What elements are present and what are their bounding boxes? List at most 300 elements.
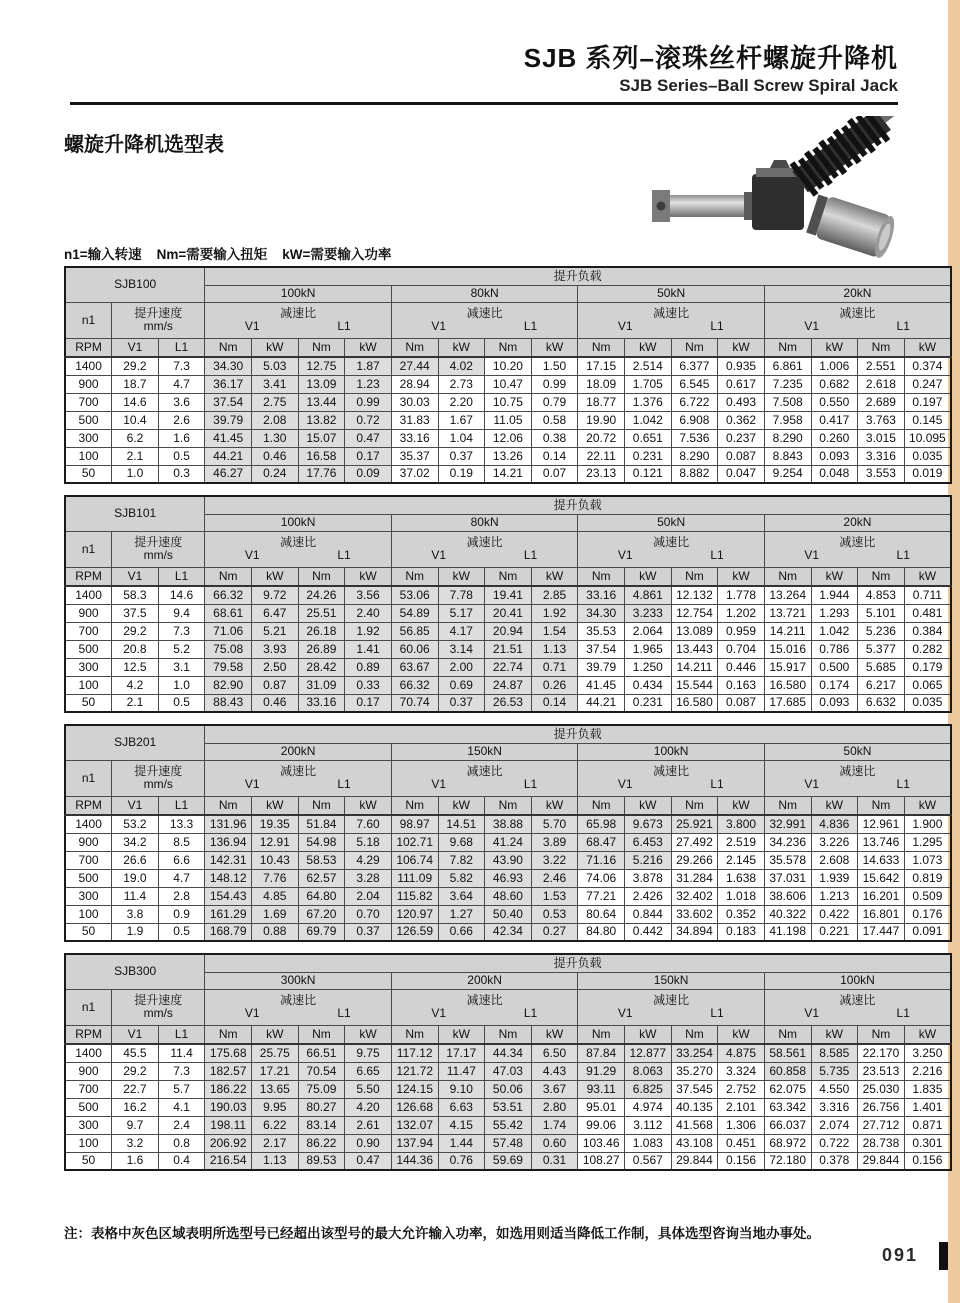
data-cell: 0.871 — [904, 1116, 951, 1134]
ratio-variants — [579, 1007, 763, 1020]
data-cell: 2.46 — [531, 869, 578, 887]
kw-header: kW — [438, 796, 485, 815]
table-row — [65, 1044, 951, 1062]
data-cell: 12.754 — [671, 604, 718, 622]
data-cell: 106.74 — [391, 851, 438, 869]
data-cell: 7.78 — [438, 586, 485, 604]
ratio-variants — [393, 549, 577, 562]
l1-speed-cell: 0.3 — [158, 465, 205, 483]
data-cell: 6.50 — [531, 1044, 578, 1062]
data-cell: 9.95 — [252, 1098, 299, 1116]
nm-header: Nm — [298, 567, 345, 586]
data-cell: 1.202 — [718, 604, 765, 622]
ratio-l1-label: L1 — [523, 548, 538, 562]
data-cell: 9.68 — [438, 833, 485, 851]
data-cell: 86.22 — [298, 1134, 345, 1152]
ratio-header — [205, 760, 392, 796]
data-cell: 0.79 — [531, 393, 578, 411]
data-cell: 1.67 — [438, 411, 485, 429]
ratio-label: 减速比 — [466, 306, 503, 321]
ratio-v1-label: V1 — [617, 777, 633, 791]
data-cell: 35.270 — [671, 1062, 718, 1080]
data-cell: 0.176 — [904, 905, 951, 923]
l1-speed-cell: 14.6 — [158, 586, 205, 604]
v1-speed-cell: 16.2 — [112, 1098, 159, 1116]
data-cell: 25.921 — [671, 815, 718, 833]
data-cell: 7.508 — [764, 393, 811, 411]
data-cell: 142.31 — [205, 851, 252, 869]
v1-speed-cell: 29.2 — [112, 357, 159, 375]
data-cell: 3.64 — [438, 887, 485, 905]
data-cell: 108.27 — [578, 1152, 625, 1170]
data-cell: 2.145 — [718, 851, 765, 869]
data-cell: 58.53 — [298, 851, 345, 869]
table-row — [65, 586, 951, 604]
data-cell: 33.16 — [391, 429, 438, 447]
nm-header: Nm — [485, 796, 532, 815]
data-cell: 117.12 — [391, 1044, 438, 1062]
data-cell: 0.935 — [718, 357, 765, 375]
data-cell: 7.958 — [764, 411, 811, 429]
load-group-header: 50kN — [764, 743, 951, 760]
ratio-variants — [206, 1007, 390, 1020]
data-cell: 65.98 — [578, 815, 625, 833]
data-cell: 7.536 — [671, 429, 718, 447]
data-cell: 2.50 — [252, 658, 299, 676]
data-cell: 99.06 — [578, 1116, 625, 1134]
l1-speed-header: L1 — [158, 1025, 205, 1044]
data-cell: 37.031 — [764, 869, 811, 887]
rpm-cell: 900 — [65, 833, 112, 851]
data-cell: 0.76 — [438, 1152, 485, 1170]
data-cell: 2.73 — [438, 375, 485, 393]
data-cell: 0.047 — [718, 465, 765, 483]
rpm-cell: 700 — [65, 1080, 112, 1098]
data-cell: 1.54 — [531, 622, 578, 640]
data-cell: 6.908 — [671, 411, 718, 429]
ratio-header — [764, 302, 951, 338]
data-cell: 26.756 — [858, 1098, 905, 1116]
data-cell: 0.174 — [811, 676, 858, 694]
data-cell: 18.77 — [578, 393, 625, 411]
data-cell: 34.236 — [764, 833, 811, 851]
l1-speed-header: L1 — [158, 796, 205, 815]
data-cell: 2.551 — [858, 357, 905, 375]
data-cell: 34.894 — [671, 923, 718, 941]
data-cell: 3.250 — [904, 1044, 951, 1062]
data-cell: 15.016 — [764, 640, 811, 658]
rpm-cell: 500 — [65, 411, 112, 429]
l1-speed-cell: 7.3 — [158, 1062, 205, 1080]
kw-header: kW — [718, 338, 765, 357]
spec-table-SJB201 — [64, 724, 952, 942]
data-cell: 0.09 — [345, 465, 392, 483]
data-cell: 13.746 — [858, 833, 905, 851]
data-cell: 1.018 — [718, 887, 765, 905]
data-cell: 48.60 — [485, 887, 532, 905]
data-cell: 46.27 — [205, 465, 252, 483]
data-cell: 0.27 — [531, 923, 578, 941]
rpm-cell: 100 — [65, 676, 112, 694]
ratio-header — [391, 531, 578, 567]
data-cell: 1.965 — [625, 640, 672, 658]
data-cell: 27.44 — [391, 357, 438, 375]
data-cell: 8.843 — [764, 447, 811, 465]
data-cell: 16.58 — [298, 447, 345, 465]
data-cell: 23.13 — [578, 465, 625, 483]
ratio-header — [205, 302, 392, 338]
data-cell: 50.06 — [485, 1080, 532, 1098]
data-cell: 66.51 — [298, 1044, 345, 1062]
ratio-l1-label: L1 — [896, 1006, 910, 1020]
data-cell: 103.46 — [578, 1134, 625, 1152]
table-row — [65, 1134, 951, 1152]
data-cell: 0.231 — [625, 447, 672, 465]
data-cell: 6.825 — [625, 1080, 672, 1098]
data-cell: 0.33 — [345, 676, 392, 694]
data-cell: 6.217 — [858, 676, 905, 694]
rpm-cell: 50 — [65, 694, 112, 712]
data-cell: 17.685 — [764, 694, 811, 712]
data-cell: 4.853 — [858, 586, 905, 604]
data-cell: 0.550 — [811, 393, 858, 411]
data-cell: 24.87 — [485, 676, 532, 694]
ratio-variants — [579, 549, 763, 562]
data-cell: 2.216 — [904, 1062, 951, 1080]
rpm-cell: 100 — [65, 447, 112, 465]
nm-header: Nm — [858, 338, 905, 357]
ratio-header — [205, 531, 392, 567]
data-cell: 5.685 — [858, 658, 905, 676]
data-cell: 87.84 — [578, 1044, 625, 1062]
data-cell: 2.064 — [625, 622, 672, 640]
data-cell: 0.384 — [904, 622, 951, 640]
data-cell: 17.15 — [578, 357, 625, 375]
rpm-cell: 100 — [65, 1134, 112, 1152]
rpm-header: RPM — [65, 567, 112, 586]
data-cell: 22.170 — [858, 1044, 905, 1062]
data-cell: 34.30 — [578, 604, 625, 622]
v1-speed-header: V1 — [112, 796, 159, 815]
rpm-cell: 1400 — [65, 815, 112, 833]
data-cell: 2.61 — [345, 1116, 392, 1134]
data-cell: 44.21 — [578, 694, 625, 712]
v1-speed-cell: 20.8 — [112, 640, 159, 658]
data-cell: 3.878 — [625, 869, 672, 887]
rpm-cell: 700 — [65, 393, 112, 411]
data-cell: 5.236 — [858, 622, 905, 640]
kw-header: kW — [438, 1025, 485, 1044]
table-row — [65, 429, 951, 447]
v1-speed-cell: 45.5 — [112, 1044, 159, 1062]
data-cell: 3.22 — [531, 851, 578, 869]
data-cell: 0.58 — [531, 411, 578, 429]
data-cell: 0.24 — [252, 465, 299, 483]
v1-speed-cell: 2.1 — [112, 694, 159, 712]
data-cell: 28.738 — [858, 1134, 905, 1152]
data-cell: 2.20 — [438, 393, 485, 411]
table-row — [65, 923, 951, 941]
table-model: SJB101 — [65, 496, 205, 531]
data-cell: 6.722 — [671, 393, 718, 411]
rpm-cell: 700 — [65, 622, 112, 640]
nm-header: Nm — [485, 567, 532, 586]
data-cell: 0.37 — [438, 694, 485, 712]
nm-header: Nm — [764, 338, 811, 357]
data-cell: 0.17 — [345, 447, 392, 465]
data-cell: 1.073 — [904, 851, 951, 869]
v1-speed-cell: 9.7 — [112, 1116, 159, 1134]
data-cell: 7.82 — [438, 851, 485, 869]
data-cell: 8.882 — [671, 465, 718, 483]
data-cell: 0.163 — [718, 676, 765, 694]
rpm-cell: 1400 — [65, 586, 112, 604]
ratio-l1-label: L1 — [337, 1006, 351, 1020]
data-cell: 24.26 — [298, 586, 345, 604]
data-cell: 0.451 — [718, 1134, 765, 1152]
l1-speed-cell: 0.5 — [158, 694, 205, 712]
data-cell: 70.54 — [298, 1062, 345, 1080]
lifting-load-header: 提升负载 — [205, 954, 951, 972]
data-cell: 1.92 — [531, 604, 578, 622]
data-cell: 0.38 — [531, 429, 578, 447]
load-group-header: 300kN — [205, 972, 392, 989]
ratio-header — [578, 531, 765, 567]
data-cell: 148.12 — [205, 869, 252, 887]
data-cell: 168.79 — [205, 923, 252, 941]
ratio-header — [578, 302, 765, 338]
table-row — [65, 1152, 951, 1170]
l1-speed-cell: 1.0 — [158, 676, 205, 694]
data-cell: 71.16 — [578, 851, 625, 869]
v1-speed-cell: 6.2 — [112, 429, 159, 447]
data-cell: 29.844 — [858, 1152, 905, 1170]
data-cell: 95.01 — [578, 1098, 625, 1116]
title-rule — [70, 102, 898, 105]
data-cell: 0.99 — [531, 375, 578, 393]
tables — [64, 266, 956, 1182]
data-cell: 15.642 — [858, 869, 905, 887]
data-cell: 17.447 — [858, 923, 905, 941]
data-cell: 0.093 — [811, 447, 858, 465]
data-cell: 0.301 — [904, 1134, 951, 1152]
data-cell: 43.90 — [485, 851, 532, 869]
data-cell: 5.101 — [858, 604, 905, 622]
data-cell: 0.704 — [718, 640, 765, 658]
data-cell: 5.70 — [531, 815, 578, 833]
data-cell: 14.211 — [671, 658, 718, 676]
section-title: 螺旋升降机选型表 — [64, 134, 224, 156]
data-cell: 2.752 — [718, 1080, 765, 1098]
table-row — [65, 658, 951, 676]
data-cell: 0.70 — [345, 905, 392, 923]
ratio-label: 减速比 — [280, 535, 317, 550]
ratio-variants — [579, 778, 763, 791]
data-cell: 0.651 — [625, 429, 672, 447]
l1-speed-cell: 1.6 — [158, 429, 205, 447]
lift-speed-header — [112, 302, 205, 338]
data-cell: 41.568 — [671, 1116, 718, 1134]
v1-speed-cell: 37.5 — [112, 604, 159, 622]
data-cell: 0.722 — [811, 1134, 858, 1152]
data-cell: 1.705 — [625, 375, 672, 393]
ratio-header — [205, 989, 392, 1025]
data-cell: 32.991 — [764, 815, 811, 833]
nm-header: Nm — [858, 567, 905, 586]
data-cell: 22.11 — [578, 447, 625, 465]
v1-speed-cell: 3.8 — [112, 905, 159, 923]
ratio-label: 减速比 — [466, 764, 503, 779]
data-cell: 32.402 — [671, 887, 718, 905]
nm-header: Nm — [205, 1025, 252, 1044]
kw-header: kW — [252, 1025, 299, 1044]
l1-speed-header: L1 — [158, 338, 205, 357]
lift-speed-unit: mm/s — [143, 1006, 173, 1020]
nm-header: Nm — [858, 1025, 905, 1044]
data-cell: 16.580 — [764, 676, 811, 694]
data-cell: 53.06 — [391, 586, 438, 604]
v1-speed-cell: 4.2 — [112, 676, 159, 694]
data-cell: 0.682 — [811, 375, 858, 393]
data-cell: 39.79 — [578, 658, 625, 676]
nm-header: Nm — [485, 338, 532, 357]
kw-header: kW — [345, 796, 392, 815]
nm-header: Nm — [205, 567, 252, 586]
data-cell: 35.37 — [391, 447, 438, 465]
ratio-v1-label: V1 — [617, 1006, 633, 1020]
data-cell: 2.80 — [531, 1098, 578, 1116]
ratio-v1-label: V1 — [617, 548, 633, 562]
data-cell: 68.47 — [578, 833, 625, 851]
data-cell: 3.763 — [858, 411, 905, 429]
v1-speed-cell: 53.2 — [112, 815, 159, 833]
kw-header: kW — [718, 796, 765, 815]
data-cell: 9.673 — [625, 815, 672, 833]
data-cell: 75.09 — [298, 1080, 345, 1098]
data-cell: 19.41 — [485, 586, 532, 604]
ratio-variants — [393, 1007, 577, 1020]
data-cell: 34.30 — [205, 357, 252, 375]
ratio-header — [578, 989, 765, 1025]
data-cell: 0.087 — [718, 447, 765, 465]
data-cell: 0.087 — [718, 694, 765, 712]
ratio-label: 减速比 — [839, 993, 876, 1008]
data-cell: 10.20 — [485, 357, 532, 375]
data-cell: 13.089 — [671, 622, 718, 640]
data-cell: 4.550 — [811, 1080, 858, 1098]
data-cell: 0.145 — [904, 411, 951, 429]
data-cell: 126.59 — [391, 923, 438, 941]
data-cell: 82.90 — [205, 676, 252, 694]
kw-header: kW — [811, 338, 858, 357]
lift-speed-unit: mm/s — [143, 548, 173, 562]
rpm-cell: 900 — [65, 375, 112, 393]
data-cell: 4.29 — [345, 851, 392, 869]
v1-speed-cell: 22.7 — [112, 1080, 159, 1098]
nm-header: Nm — [391, 796, 438, 815]
data-cell: 20.94 — [485, 622, 532, 640]
data-cell: 63.67 — [391, 658, 438, 676]
ratio-l1-label: L1 — [337, 548, 351, 562]
data-cell: 11.47 — [438, 1062, 485, 1080]
data-cell: 10.47 — [485, 375, 532, 393]
table-row — [65, 375, 951, 393]
load-group-header: 80kN — [391, 514, 578, 531]
table-row — [65, 393, 951, 411]
data-cell: 0.90 — [345, 1134, 392, 1152]
data-cell: 80.27 — [298, 1098, 345, 1116]
data-cell: 2.40 — [345, 604, 392, 622]
l1-speed-cell: 4.1 — [158, 1098, 205, 1116]
l1-speed-cell: 4.7 — [158, 375, 205, 393]
data-cell: 0.959 — [718, 622, 765, 640]
data-cell: 0.88 — [252, 923, 299, 941]
table-row — [65, 1098, 951, 1116]
data-cell: 4.20 — [345, 1098, 392, 1116]
rpm-header: RPM — [65, 796, 112, 815]
data-cell: 0.26 — [531, 676, 578, 694]
data-cell: 0.19 — [438, 465, 485, 483]
l1-speed-cell: 0.9 — [158, 905, 205, 923]
data-cell: 124.15 — [391, 1080, 438, 1098]
data-cell: 0.844 — [625, 905, 672, 923]
data-cell: 1.293 — [811, 604, 858, 622]
data-cell: 14.211 — [764, 622, 811, 640]
data-cell: 14.633 — [858, 851, 905, 869]
rpm-cell: 500 — [65, 869, 112, 887]
lifting-load-header: 提升负载 — [205, 496, 951, 514]
l1-speed-cell: 3.6 — [158, 393, 205, 411]
data-cell: 2.514 — [625, 357, 672, 375]
data-cell: 6.65 — [345, 1062, 392, 1080]
load-group-header: 20kN — [764, 285, 951, 302]
data-cell: 2.75 — [252, 393, 299, 411]
data-cell: 44.34 — [485, 1044, 532, 1062]
l1-speed-cell: 2.6 — [158, 411, 205, 429]
data-cell: 132.07 — [391, 1116, 438, 1134]
data-cell: 72.180 — [764, 1152, 811, 1170]
data-cell: 3.316 — [811, 1098, 858, 1116]
data-cell: 27.712 — [858, 1116, 905, 1134]
data-cell: 0.46 — [252, 694, 299, 712]
kw-header: kW — [904, 567, 951, 586]
data-cell: 83.14 — [298, 1116, 345, 1134]
data-cell: 2.08 — [252, 411, 299, 429]
data-cell: 33.254 — [671, 1044, 718, 1062]
v1-speed-header: V1 — [112, 1025, 159, 1044]
ratio-label: 减速比 — [839, 535, 876, 550]
data-cell: 35.578 — [764, 851, 811, 869]
data-cell: 12.877 — [625, 1044, 672, 1062]
data-cell: 3.56 — [345, 586, 392, 604]
data-cell: 6.377 — [671, 357, 718, 375]
data-cell: 0.87 — [252, 676, 299, 694]
kw-header: kW — [531, 567, 578, 586]
screw-tube — [652, 190, 752, 222]
lifting-load-header: 提升负载 — [205, 725, 951, 743]
load-group-header: 100kN — [578, 743, 765, 760]
data-cell: 13.26 — [485, 447, 532, 465]
data-cell: 80.64 — [578, 905, 625, 923]
kw-header: kW — [345, 567, 392, 586]
data-cell: 1.44 — [438, 1134, 485, 1152]
data-cell: 62.57 — [298, 869, 345, 887]
load-group-header: 50kN — [578, 514, 765, 531]
data-cell: 13.443 — [671, 640, 718, 658]
data-cell: 91.29 — [578, 1062, 625, 1080]
ratio-variants — [393, 778, 577, 791]
data-cell: 1.23 — [345, 375, 392, 393]
